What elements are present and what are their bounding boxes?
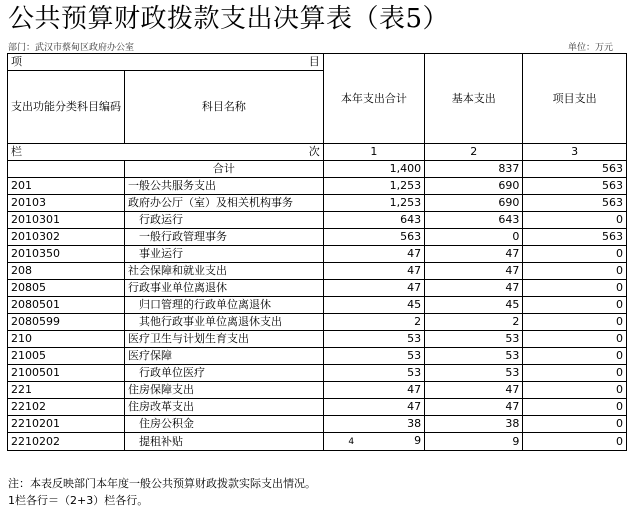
stray-mark: 4 (348, 437, 355, 447)
row-code (8, 161, 125, 178)
header-row-item (8, 54, 627, 71)
row-basic: 690 (425, 178, 523, 195)
table-row (8, 161, 627, 178)
row-project: 0 (523, 399, 627, 416)
row-basic: 9 (425, 433, 523, 451)
table-row (8, 212, 627, 229)
row-project: 563 (523, 178, 627, 195)
row-project: 0 (523, 246, 627, 263)
row-code: 22102 (8, 399, 125, 416)
row-name: 医疗卫生与计划生育支出 (125, 331, 324, 348)
table-row (8, 365, 627, 382)
row-name: 合计 (125, 161, 324, 178)
row-basic: 53 (425, 348, 523, 365)
table-row (8, 399, 627, 416)
row-basic: 2 (425, 314, 523, 331)
row-basic: 53 (425, 365, 523, 382)
row-basic: 47 (425, 399, 523, 416)
row-name: 一般行政管理事务 (125, 229, 324, 246)
table-row (8, 246, 627, 263)
row-total: 1,253 (323, 178, 424, 195)
row-project: 0 (523, 297, 627, 314)
row-name: 住房改革支出 (125, 399, 324, 416)
header-name: 科目名称 (125, 71, 324, 144)
table-row (8, 229, 627, 246)
unit-label: 单位：万元 (567, 43, 613, 53)
row-code: 21005 (8, 348, 125, 365)
row-name: 行政事业单位离退休 (125, 280, 324, 297)
row-name: 住房公积金 (125, 416, 324, 433)
row-code: 2210202 (8, 433, 125, 451)
row-name: 政府办公厅（室）及相关机构事务 (125, 195, 324, 212)
row-total: 47 (323, 263, 424, 280)
row-name: 其他行政事业单位离退休支出 (125, 314, 324, 331)
row-total: 1,400 (323, 161, 424, 178)
row-total: 47 (323, 382, 424, 399)
table-row (8, 382, 627, 399)
row-basic: 47 (425, 263, 523, 280)
row-total: 53 (323, 365, 424, 382)
row-name: 一般公共服务支出 (125, 178, 324, 195)
header-total: 本年支出合计 (323, 54, 424, 144)
header-item-cell (8, 54, 324, 71)
row-project: 0 (523, 365, 627, 382)
row-code: 20805 (8, 280, 125, 297)
table-row (8, 433, 627, 451)
row-basic: 837 (425, 161, 523, 178)
column-index-right: 次 (308, 145, 320, 158)
row-project: 0 (523, 433, 627, 451)
row-total: 47 (323, 246, 424, 263)
header-project: 项目支出 (523, 54, 627, 144)
column-index-cell (8, 144, 324, 161)
row-project: 0 (523, 280, 627, 297)
row-code: 2080501 (8, 297, 125, 314)
header-item-right-label: 目 (308, 55, 320, 68)
row-total: 53 (323, 331, 424, 348)
row-project: 563 (523, 229, 627, 246)
row-project: 0 (523, 314, 627, 331)
row-name: 社会保障和就业支出 (125, 263, 324, 280)
row-total: 38 (323, 416, 424, 433)
column-number-1: 1 (323, 144, 424, 161)
row-total: 45 (323, 297, 424, 314)
table-row (8, 195, 627, 212)
row-name: 事业运行 (125, 246, 324, 263)
row-name: 行政运行 (125, 212, 324, 229)
row-project: 563 (523, 195, 627, 212)
row-name: 行政单位医疗 (125, 365, 324, 382)
row-code: 201 (8, 178, 125, 195)
row-basic: 38 (425, 416, 523, 433)
row-basic: 45 (425, 297, 523, 314)
row-name: 归口管理的行政单位离退休 (125, 297, 324, 314)
row-project: 0 (523, 382, 627, 399)
note-line: 注：本表反映部门本年度一般公共预算财政拨款实际支出情况。 (8, 477, 316, 490)
header-code: 支出功能分类科目编码 (8, 71, 125, 144)
header-row-column-numbers (8, 144, 627, 161)
page-title: 公共预算财政拨款支出决算表（表5） (8, 4, 450, 34)
table-row (8, 416, 627, 433)
row-basic: 47 (425, 382, 523, 399)
row-code: 210 (8, 331, 125, 348)
row-basic: 53 (425, 331, 523, 348)
table-row (8, 314, 627, 331)
row-code: 221 (8, 382, 125, 399)
table-row (8, 348, 627, 365)
row-project: 0 (523, 348, 627, 365)
row-basic: 643 (425, 212, 523, 229)
row-total (323, 433, 424, 451)
row-total: 643 (323, 212, 424, 229)
column-number-3: 3 (523, 144, 627, 161)
column-number-2: 2 (425, 144, 523, 161)
row-project: 0 (523, 263, 627, 280)
row-project: 0 (523, 331, 627, 348)
row-total: 1,253 (323, 195, 424, 212)
table-notes (8, 475, 316, 509)
row-project: 0 (523, 416, 627, 433)
row-name: 住房保障支出 (125, 382, 324, 399)
row-total: 2 (323, 314, 424, 331)
expenditure-table (7, 53, 627, 451)
row-code: 2010301 (8, 212, 125, 229)
header-item-label: 项 (11, 55, 22, 68)
row-total: 47 (323, 280, 424, 297)
row-name: 医疗保障 (125, 348, 324, 365)
row-code: 2010302 (8, 229, 125, 246)
table-row (8, 280, 627, 297)
department-label: 部门：武汉市蔡甸区政府办公室 (8, 43, 135, 53)
row-name: 提租补贴 (125, 433, 324, 451)
row-total: 563 (323, 229, 424, 246)
row-basic: 690 (425, 195, 523, 212)
row-code: 2010350 (8, 246, 125, 263)
column-index-left: 栏 (11, 145, 22, 158)
row-code: 2080599 (8, 314, 125, 331)
row-code: 2100501 (8, 365, 125, 382)
row-basic: 0 (425, 229, 523, 246)
row-code: 2210201 (8, 416, 125, 433)
note-line: 1栏各行＝（2+3）栏各行。 (8, 494, 149, 507)
table-row (8, 331, 627, 348)
header-basic: 基本支出 (425, 54, 523, 144)
table-row (8, 263, 627, 280)
row-code: 208 (8, 263, 125, 280)
row-code: 20103 (8, 195, 125, 212)
row-total: 53 (323, 348, 424, 365)
row-total: 47 (323, 399, 424, 416)
row-total-value: 9 (414, 434, 422, 447)
row-basic: 47 (425, 246, 523, 263)
row-project: 563 (523, 161, 627, 178)
row-project: 0 (523, 212, 627, 229)
table-row (8, 178, 627, 195)
table-row (8, 297, 627, 314)
row-basic: 47 (425, 280, 523, 297)
